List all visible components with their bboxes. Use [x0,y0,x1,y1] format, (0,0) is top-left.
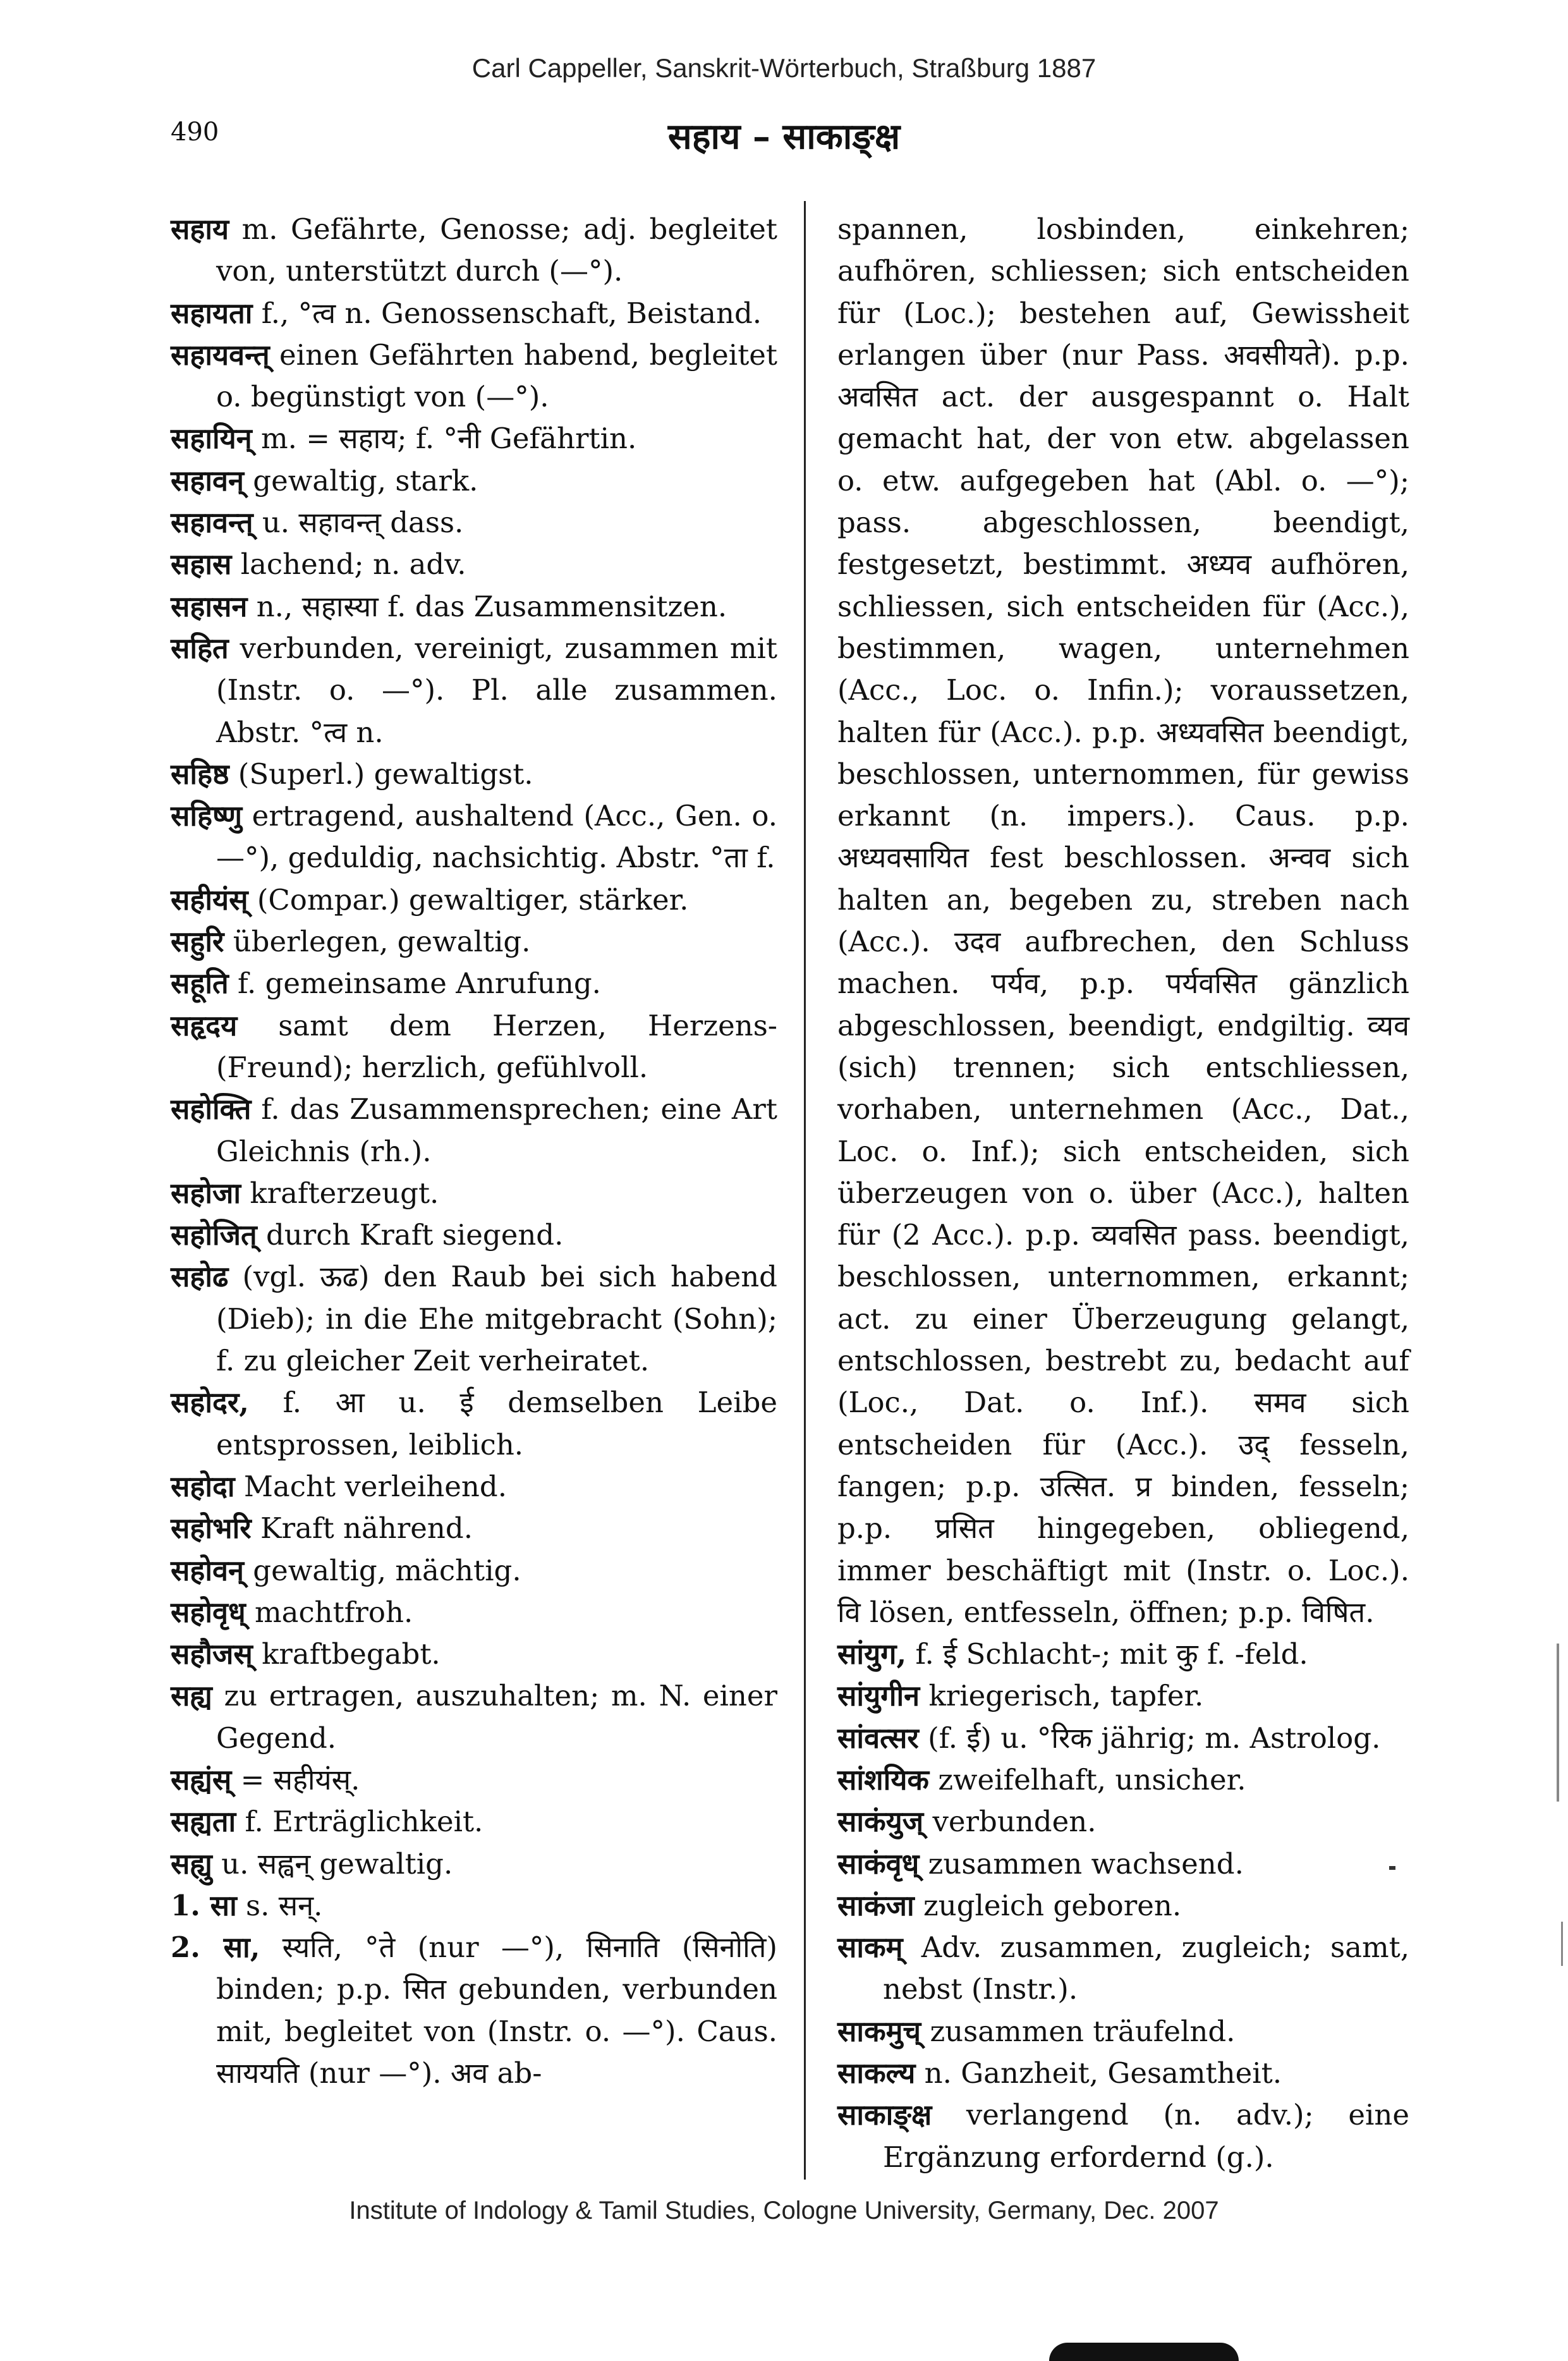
definition: = सहीयंस्. [240,1762,360,1797]
dictionary-entry [837,1843,1409,1885]
dictionary-entry [171,1256,777,1382]
headword: सहोवन् [171,1553,244,1587]
dictionary-entry [837,1759,1409,1801]
headword: सहायिन् [171,422,252,456]
headword: साकंजा [837,1888,915,1922]
headword: सहीयंस् [171,882,248,917]
definition: n., सहास्या f. das Zusammensitzen. [256,589,727,623]
definition: (Superl.) gewaltigst. [238,757,533,791]
headword: सहुरि [171,925,224,959]
dictionary-entry [171,963,777,1004]
dictionary-entry [171,1089,777,1173]
dictionary-entry [171,1173,777,1214]
headword: सहोढ [171,1260,229,1294]
definition: f., °त्व n. Genossenschaft, Beistand. [261,296,762,330]
headword: सहिष्ठ [171,757,229,791]
headword: साकाङ्क्ष [837,2098,932,2132]
dictionary-entry [171,628,777,753]
definition: verbunden. [932,1805,1097,1839]
headword: सांवत्सर [837,1721,919,1755]
dictionary-entry [171,879,777,921]
dictionary-entry [171,209,777,293]
dictionary-entry [171,1550,777,1592]
headword: सहासन [171,589,248,623]
headword: 2. सा, [171,1931,260,1965]
definition: s. सन्. [246,1888,323,1922]
definition: f. आ u. ई demselben Leibe entsprossen, leiblich. [216,1386,778,1461]
running-head: सहाय – साकाङ्क्ष [667,116,901,157]
definition: (f. ई) u. °रिक jährig; m. Astrolog. [928,1721,1381,1755]
dictionary-entry [171,334,777,418]
definition: u. सहावन्त् dass. [262,506,464,540]
dictionary-entry [171,418,777,460]
definition: durch Kraft siegend. [265,1218,564,1252]
dictionary-entry [171,1005,777,1089]
digitization-footer: Institute of Indology & Tamil Studies, Cologne University, Germany, Dec. 2007 [349,2197,1219,2224]
scan-speck [1561,1922,1563,1966]
scan-artifact [1049,2343,1239,2361]
definition: machtfroh. [254,1595,413,1629]
dictionary-entry [171,753,777,795]
headword: साकंवृध् [837,1846,920,1881]
definition: f. Erträglichkeit. [245,1805,483,1839]
definition: f. gemeinsame Anrufung. [237,967,601,1001]
definition: (Compar.) gewaltiger, stärker. [257,882,689,917]
headword: सहायवन्त् [171,338,270,372]
dictionary-entry [171,544,777,585]
headword: सांशयिक [837,1762,929,1797]
headword: सहौजस् [171,1637,253,1671]
headword: सह्य [171,1679,212,1713]
definition: einen Gefährten habend, begleitet o. begünstigt von (—°). [216,338,777,414]
dictionary-entry [837,2094,1409,2178]
dictionary-entry [837,1675,1409,1717]
definition: u. सह्वन् gewaltig. [221,1846,453,1881]
headword: सहाय [171,212,229,246]
dictionary-entry [171,1675,777,1759]
headword: सहास [171,547,232,582]
dictionary-entry [837,2011,1409,2053]
left-column [171,209,777,2094]
definition: m. Gefährte, Genosse; adj. begleitet von, unterstützt durch (—°). [216,212,777,288]
definition: gewaltig, mächtig. [253,1553,521,1587]
headword: सहावन् [171,463,244,497]
definition: स्यति, °ते (nur —°), सिनाति (सिनोति) binden; p.p. सित gebunden, verbunden mit, begleitet von (Instr. o. —°). Caus. साययति (nur —°). अव ab- [216,1931,777,2090]
scan-speck [1557,1644,1559,1802]
headword: साकल्य [837,2056,916,2090]
definition: krafterzeugt. [250,1176,439,1210]
headword: सहोदर, [171,1386,249,1420]
dictionary-entry [171,586,777,628]
dictionary-entry [171,1382,777,1466]
dictionary-entry [837,1633,1409,1675]
dictionary-entry [837,1885,1409,1927]
right-column [837,209,1409,2178]
headword: सहोदा [171,1469,235,1503]
definition: zusammen wachsend. [928,1846,1244,1881]
definition: kraftbegabt. [262,1637,441,1671]
definition: ertragend, aushaltend (Acc., Gen. o. —°), geduldig, nachsichtig. Abstr. °ता f. [216,799,777,875]
dictionary-entry [171,1592,777,1633]
dictionary-entry [837,2053,1409,2094]
definition: gewaltig, stark. [253,463,478,497]
headword: सहिष्णु [171,799,242,833]
headword: सहावन्त् [171,506,253,540]
definition: zugleich geboren. [923,1888,1182,1922]
headword: साकमुच् [837,2014,921,2048]
headword: 1. सा [171,1888,237,1922]
definition: zu ertragen, auszuhalten; m. N. einer Gegend. [216,1679,778,1755]
headword: साकंयुज् [837,1805,924,1839]
page-number: 490 [171,118,219,147]
headword: सहृदय [171,1008,238,1042]
definition: n. Ganzheit, Gesamtheit. [924,2056,1282,2090]
definition: Macht verleihend. [243,1469,507,1503]
column-divider [804,201,806,2180]
definition: f. ई Schlacht-; mit कु f. -feld. [915,1637,1308,1671]
dictionary-entry [171,1801,777,1843]
definition: f. das Zusammensprechen; eine Art Gleichnis (rh.). [216,1092,777,1168]
dictionary-entry [837,1927,1409,2011]
headword: सहोवृध् [171,1595,246,1629]
dictionary-entry [171,1466,777,1508]
headword: सहायता [171,296,253,330]
headword: सह्यंस् [171,1762,232,1797]
dictionary-entry [171,1843,777,1885]
definition: m. = सहाय; f. °नी Gefährtin. [261,422,637,456]
dictionary-entry [171,293,777,334]
definition: verbunden, vereinigt, zusammen mit (Instr. o. —°). Pl. alle zusammen. Abstr. °त्व n. [216,631,777,749]
definition: Kraft nährend. [260,1511,473,1546]
headword: सहूति [171,967,229,1001]
headword: सह्यता [171,1805,236,1839]
digitization-header: Carl Cappeller, Sanskrit-Wörterbuch, Straßburg 1887 [471,53,1097,83]
definition: zweifelhaft, unsicher. [938,1762,1246,1797]
definition: samt dem Herzen, Herzens- (Freund); herzlich, gefühlvoll. [216,1008,777,1084]
headword: सांयुगीन [837,1679,920,1713]
headword: साकम् [837,1931,903,1965]
dictionary-entry [171,460,777,502]
headword: सहित [171,631,229,665]
dictionary-entry [837,1717,1409,1759]
dictionary-entry [171,921,777,963]
dictionary-entry [171,1885,777,1927]
scan-speck [1389,1866,1395,1870]
definition: Adv. zusammen, zugleich; samt, nebst (Instr.). [883,1931,1409,2006]
definition: lachend; n. adv. [240,547,466,582]
continued-entry-text: spannen, losbinden, einkehren; aufhören, schliessen; sich entscheiden für (Loc.); bestehen auf, Gewissheit erlangen über (nur Pass. अवसीयते). p.p. अवसित act. der ausgespannt o. Halt gemacht hat, der von etw. abgelassen o. etw. aufgegeben hat (Abl. o. —°); pass. abgeschlossen, beendigt, festgesetzt, bestimmt. अध्यव aufhören, schliessen, sich entscheiden für (Acc.), bestimmen, wagen, unternehmen (Acc., Loc. o. Infin.); voraussetzen, halten für (Acc.). p.p. अध्यवसित beendigt, beschlossen, unternommen, für gewiss erkannt (n. impers.). Caus. p.p. अध्यवसायित fest beschlossen. अन्वव sich halten an, begeben zu, streben nach (Acc.). उदव aufbrechen, den Schluss machen. पर्यव, p.p. पर्यवसित gänzlich abgeschlossen, beendigt, endgiltig. व्यव (sich) trennen; sich entschliessen, vorhaben, unternehmen (Acc., Dat., Loc. o. Inf.); sich entscheiden, sich überzeugen von o. über (Acc.), halten für (2 Acc.). p.p. व्यवसित pass. beendigt, beschlossen, unternommen, erkannt; act. zu einer Überzeugung gelangt, entschlossen, bestrebt zu, bedacht auf (Loc., Dat. o. Inf.). समव sich entscheiden für (Acc.). उद् fesseln, fangen; p.p. उत्सित. प्र binden, fesseln; p.p. प्रसित hingegeben, obliegend, immer beschäftigt mit (Instr. o. Loc.). वि lösen, entfesseln, öffnen; p.p. विषित. [837,212,1409,1629]
definition: zusammen träufelnd. [930,2014,1236,2048]
dictionary-entry [171,502,777,544]
dictionary-entry [837,1801,1409,1843]
headword: सांयुग, [837,1637,907,1671]
headword: सहोजा [171,1176,241,1210]
definition: verlangend (n. adv.); eine Ergänzung erfordernd (g.). [883,2098,1409,2174]
headword: सहोजित् [171,1218,257,1252]
dictionary-entry [171,1927,777,2094]
definition: (vgl. ऊढ) den Raub bei sich habend (Dieb); in die Ehe mitgebracht (Sohn); f. zu gleicher Zeit verheiratet. [216,1260,777,1378]
definition: kriegerisch, tapfer. [928,1679,1204,1713]
headword: सहोक्ति [171,1092,252,1126]
headword: सह्यु [171,1846,212,1881]
definition: überlegen, gewaltig. [233,925,531,959]
dictionary-entry [171,795,777,879]
dictionary-entry [171,1214,777,1256]
dictionary-entry [171,1759,777,1801]
dictionary-entry [171,1633,777,1675]
dictionary-entry [171,1508,777,1549]
headword: सहोभरि [171,1511,252,1546]
